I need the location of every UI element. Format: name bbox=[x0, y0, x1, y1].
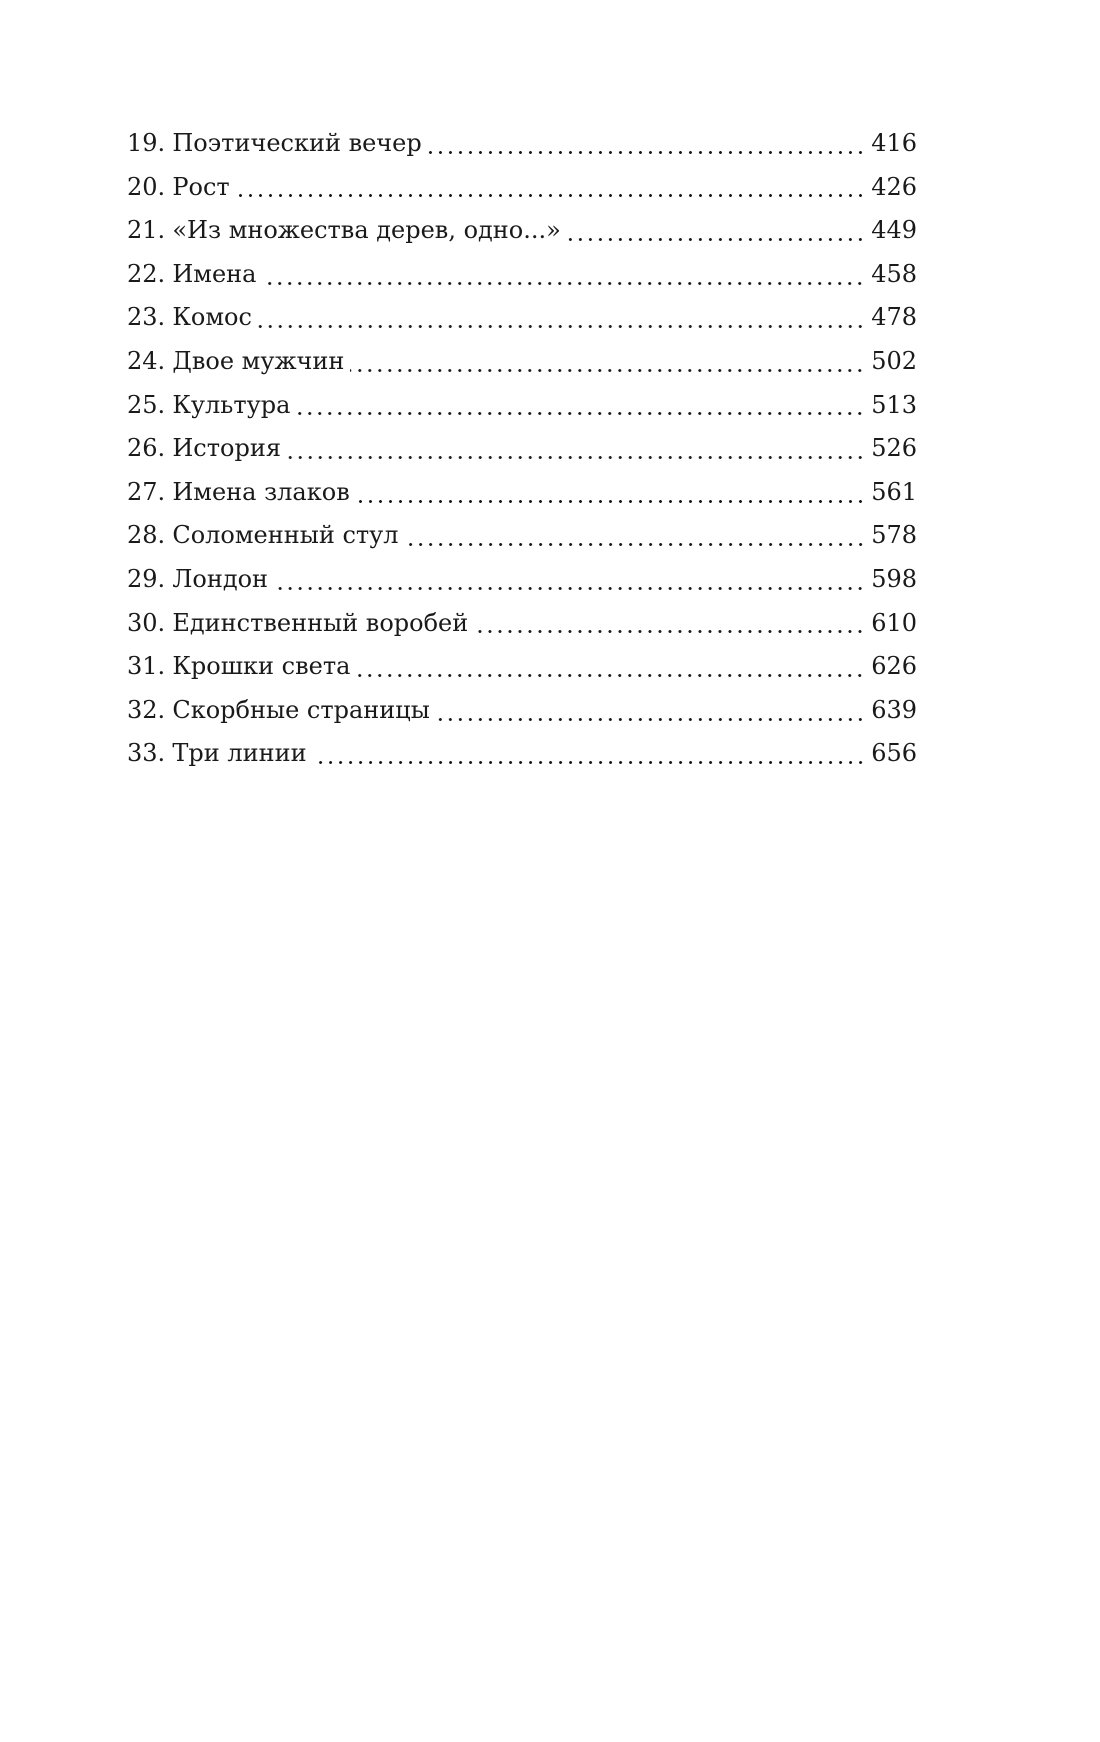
toc-entry-title: Лондон bbox=[172, 564, 269, 593]
toc-entry[interactable] bbox=[127, 602, 917, 646]
toc-entry-page: 656 bbox=[871, 739, 917, 768]
dot-leader bbox=[236, 175, 866, 199]
toc-entry-number: 20. bbox=[127, 172, 166, 201]
toc-entry-title: Соломенный стул bbox=[172, 521, 399, 550]
toc-entry-page: 513 bbox=[871, 390, 917, 419]
toc-entry-title: Крошки света bbox=[172, 652, 351, 681]
toc-entry-title: Три линии bbox=[172, 739, 307, 768]
toc-entry-page: 610 bbox=[871, 608, 917, 637]
toc-entry-number: 25. bbox=[127, 390, 166, 419]
toc-entry-page: 502 bbox=[871, 346, 917, 375]
dot-leader bbox=[356, 481, 865, 505]
toc-entry-page: 416 bbox=[871, 129, 917, 157]
toc-entry[interactable] bbox=[127, 122, 917, 166]
toc-entry-title: Поэтический вечер bbox=[172, 129, 422, 157]
toc-entry[interactable] bbox=[127, 384, 917, 428]
toc-entry[interactable] bbox=[127, 689, 917, 733]
toc-entry-page: 639 bbox=[871, 695, 917, 724]
toc-entry-number: 32. bbox=[127, 695, 166, 724]
toc-entry-number: 21. bbox=[127, 216, 166, 245]
toc-entry[interactable] bbox=[127, 645, 917, 689]
toc-entry-number: 33. bbox=[127, 739, 166, 768]
toc-entry-page: 578 bbox=[871, 521, 917, 550]
toc-entry[interactable] bbox=[127, 166, 917, 210]
toc-entry-number: 22. bbox=[127, 259, 166, 288]
dot-leader bbox=[287, 437, 865, 461]
toc-entry-number: 19. bbox=[127, 129, 166, 157]
toc-entry-page: 449 bbox=[871, 216, 917, 245]
dot-leader bbox=[274, 568, 865, 592]
dot-leader bbox=[313, 742, 866, 766]
dot-leader bbox=[567, 219, 865, 243]
toc-entry[interactable] bbox=[127, 253, 917, 297]
toc-entry[interactable] bbox=[127, 514, 917, 558]
dot-leader bbox=[405, 524, 866, 548]
toc-entry-page: 458 bbox=[871, 259, 917, 288]
toc-entry-page: 478 bbox=[871, 303, 917, 332]
toc-entry-title: Единственный воробей bbox=[172, 608, 469, 637]
toc-entry[interactable] bbox=[127, 471, 917, 515]
toc-entry[interactable] bbox=[127, 558, 917, 602]
toc-entry[interactable] bbox=[127, 296, 917, 340]
table-of-contents bbox=[127, 122, 917, 776]
toc-entry-number: 28. bbox=[127, 521, 166, 550]
toc-entry-title: Имена злаков bbox=[172, 477, 350, 506]
toc-entry-title: История bbox=[172, 434, 281, 463]
toc-entry-number: 24. bbox=[127, 346, 166, 375]
dot-leader bbox=[258, 306, 865, 330]
toc-entry-page: 561 bbox=[871, 477, 917, 506]
dot-leader bbox=[428, 132, 865, 156]
toc-entry-number: 30. bbox=[127, 608, 166, 637]
dot-leader bbox=[262, 263, 865, 287]
toc-entry-title: Имена bbox=[172, 259, 257, 288]
toc-entry-number: 23. bbox=[127, 303, 166, 332]
toc-entry[interactable] bbox=[127, 732, 917, 776]
toc-entry-title: Культура bbox=[172, 390, 291, 419]
toc-entry[interactable] bbox=[127, 209, 917, 253]
toc-entry-page: 626 bbox=[871, 652, 917, 681]
dot-leader bbox=[356, 655, 865, 679]
toc-entry-title: Двое мужчин bbox=[172, 346, 345, 375]
toc-entry-number: 27. bbox=[127, 477, 166, 506]
dot-leader bbox=[474, 611, 865, 635]
dot-leader bbox=[350, 350, 865, 374]
toc-entry-number: 31. bbox=[127, 652, 166, 681]
dot-leader bbox=[296, 393, 865, 417]
toc-entry-title: Рост bbox=[172, 172, 230, 201]
toc-entry-title: Комос bbox=[172, 303, 252, 332]
toc-entry[interactable] bbox=[127, 340, 917, 384]
toc-entry-number: 26. bbox=[127, 434, 166, 463]
dot-leader bbox=[436, 699, 865, 723]
toc-entry-page: 598 bbox=[871, 564, 917, 593]
toc-entry-page: 526 bbox=[871, 434, 917, 463]
toc-entry-page: 426 bbox=[871, 172, 917, 201]
toc-entry[interactable] bbox=[127, 427, 917, 471]
toc-entry-number: 29. bbox=[127, 564, 166, 593]
toc-entry-title: «Из множества дерев, одно...» bbox=[172, 216, 561, 245]
toc-entry-title: Скорбные страницы bbox=[172, 695, 430, 724]
